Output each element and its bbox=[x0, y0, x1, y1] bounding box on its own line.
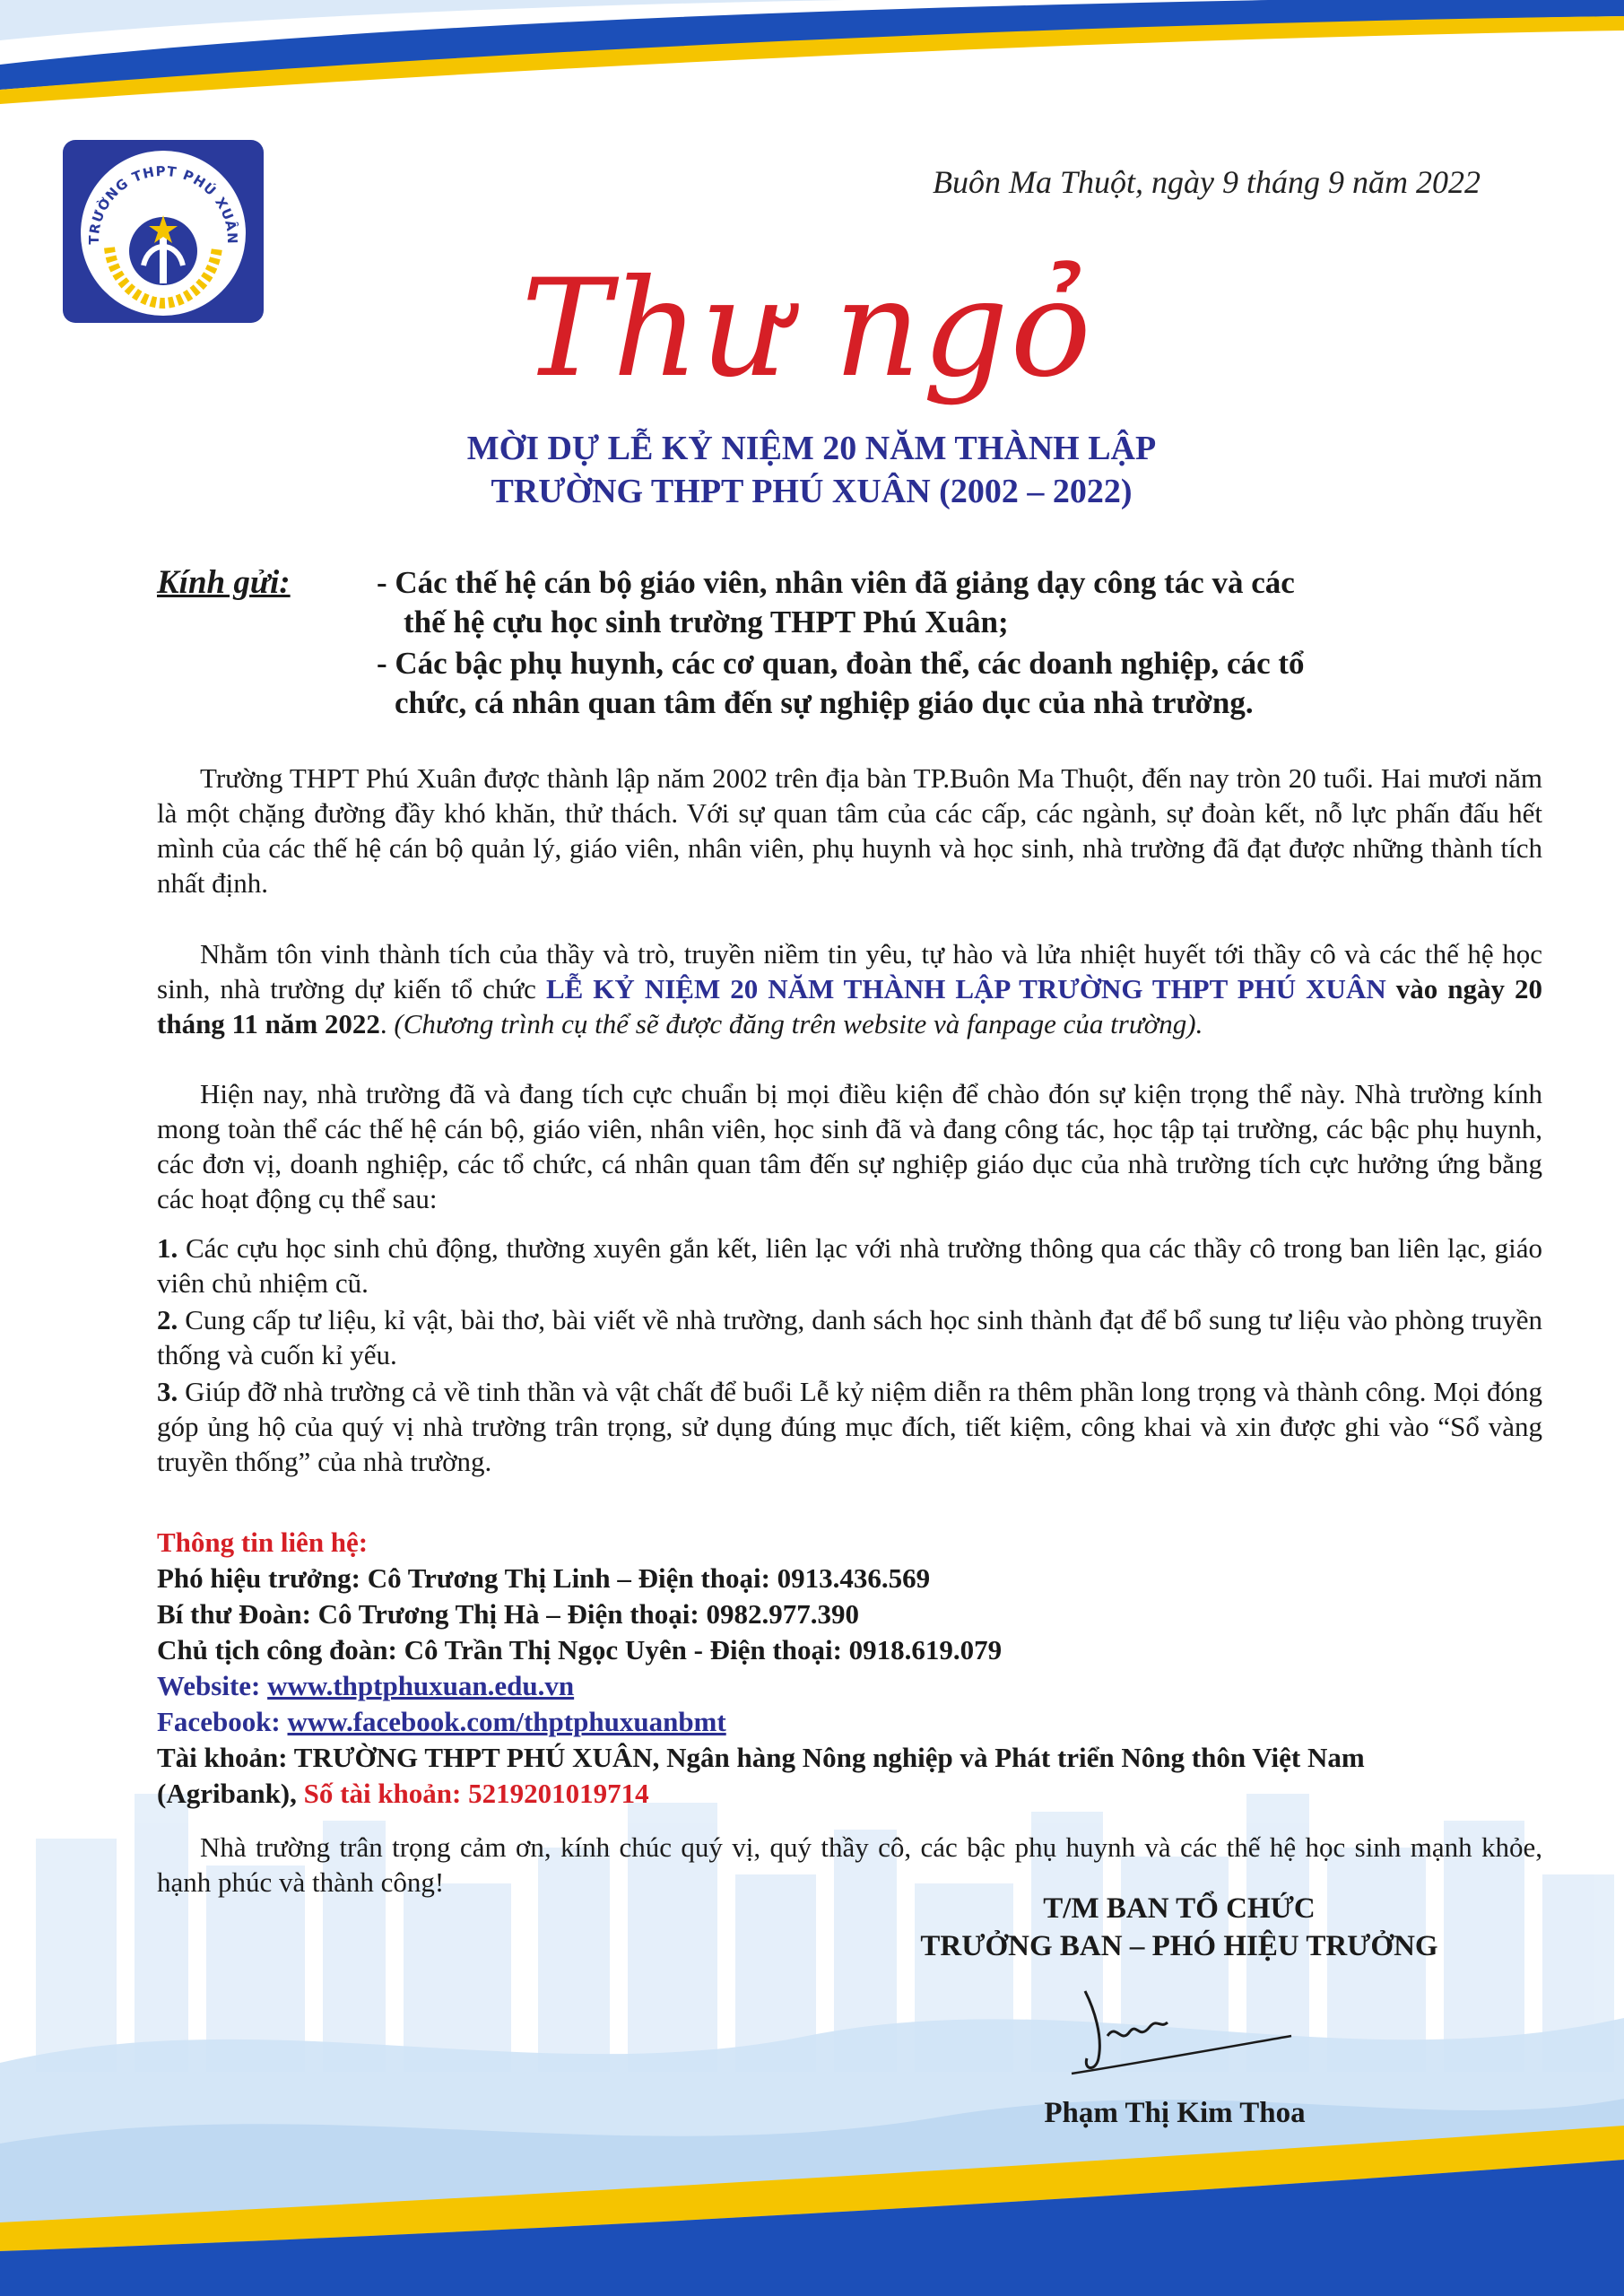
account-number: Số tài khoản: 5219201019714 bbox=[303, 1778, 649, 1809]
activity-item-2-number: 2. bbox=[157, 1304, 178, 1335]
activity-item-1 bbox=[157, 1231, 1542, 1300]
recipient-2-line-1: - Các bậc phụ huynh, các cơ quan, đoàn thể, các doanh nghiệp, các tổ bbox=[377, 646, 1305, 681]
signature-org-line-1: T/M BAN TỔ CHỨC bbox=[1043, 1892, 1316, 1925]
school-logo bbox=[63, 140, 264, 323]
handwritten-signature bbox=[1067, 1973, 1300, 2081]
program-note: (Chương trình cụ thể sẽ được đăng trên website và fanpage của trường). bbox=[394, 1008, 1203, 1039]
closing-paragraph: Nhà trường trân trọng cảm ơn, kính chúc quý vị, quý thầy cô, các bậc phụ huynh và các thế hệ học sinh mạnh khỏe, hạnh phúc và thành công! bbox=[157, 1831, 1542, 1898]
website-link[interactable]: www.thptphuxuan.edu.vn bbox=[267, 1670, 575, 1701]
recipient-2-line-2: chức, cá nhân quan tâm đến sự nghiệp giáo dục của nhà trường. bbox=[395, 685, 1254, 720]
activity-item-2 bbox=[157, 1302, 1542, 1372]
heading-line-2: TRƯỜNG THPT PHÚ XUÂN (2002 – 2022) bbox=[491, 473, 1133, 510]
date-line: Buôn Ma Thuột, ngày 9 tháng 9 năm 2022 bbox=[933, 164, 1481, 200]
contact-heading: Thông tin liên hệ: bbox=[157, 1526, 369, 1558]
contact-youth-union: Bí thư Đoàn: Cô Trương Thị Hà – Điện thoại: 0982.977.390 bbox=[157, 1598, 859, 1630]
contact-block bbox=[157, 1525, 1556, 1812]
letter-title: Thư ngỏ bbox=[521, 251, 1093, 407]
bank-name: (Agribank), bbox=[157, 1778, 304, 1809]
event-date: vào ngày 20 tháng 11 năm 2022 bbox=[157, 973, 1542, 1039]
facebook-label: Facebook: bbox=[157, 1706, 288, 1737]
activity-item-1-text: Các cựu học sinh chủ động, thường xuyên gắn kết, liên lạc với nhà trường thông qua các thầy cô trong ban liên lạc, giáo viên chủ nhiệm cũ. bbox=[157, 1232, 1542, 1299]
paragraph-2-intro: Nhằm tôn vinh thành tích của thầy và trò, truyền niềm tin yêu, tự hào và lửa nhiệt huyết tới thầy cô và các thế hệ học sinh, nhà trường dự kiến tổ chức bbox=[157, 938, 1542, 1004]
signer-name: Phạm Thị Kim Thoa bbox=[1044, 2097, 1306, 2129]
website-row bbox=[157, 1668, 1556, 1704]
paragraph-2 bbox=[157, 936, 1542, 1041]
heading-line-1: MỜI DỰ LỄ KỶ NIỆM 20 NĂM THÀNH LẬP bbox=[466, 430, 1157, 467]
activity-item-3 bbox=[157, 1374, 1542, 1479]
recipient-1-line-2: thế hệ cựu học sinh trường THPT Phú Xuân; bbox=[404, 604, 1009, 639]
bank-account-line: Tài khoản: TRƯỜNG THPT PHÚ XUÂN, Ngân hàng Nông nghiệp và Phát triển Nông thôn Việt Nam bbox=[157, 1742, 1365, 1773]
recipients-label: Kính gửi: bbox=[157, 564, 291, 601]
activity-item-3-text: Giúp đỡ nhà trường cả về tinh thần và vật chất để buổi Lễ kỷ niệm diễn ra thêm phần long trọng và thành công. Mọi đóng góp ủng hộ của quý vị nhà trường trân trọng, sử dụng đúng mục đích, tiết kiệm, công khai và xin được ghi vào “Sổ vàng truyền thống” của nhà trường. bbox=[157, 1376, 1542, 1477]
website-label: Website: bbox=[157, 1670, 268, 1701]
activity-item-2-text: Cung cấp tư liệu, kỉ vật, bài thơ, bài viết về nhà trường, danh sách học sinh thành đạt để bổ sung tư liệu vào phòng truyền thống và cuốn kỉ yếu. bbox=[157, 1304, 1542, 1370]
bank-account-row bbox=[157, 1776, 1556, 1812]
signature-org-line-2: TRƯỞNG BAN – PHÓ HIỆU TRƯỞNG bbox=[920, 1930, 1438, 1962]
school-logo-emblem bbox=[63, 140, 264, 323]
svg-text:TRƯỜNG THPT PHÚ XUÂN: TRƯỜNG THPT PHÚ XUÂN bbox=[85, 162, 241, 245]
event-name: LỄ KỶ NIỆM 20 NĂM THÀNH LẬP TRƯỜNG THPT PHÚ XUÂN bbox=[545, 973, 1386, 1004]
paragraph-2-period: . bbox=[379, 1008, 395, 1039]
activity-item-1-number: 1. bbox=[157, 1232, 178, 1264]
paragraph-3: Hiện nay, nhà trường đã và đang tích cực chuẩn bị mọi điều kiện để chào đón sự kiện trọng thể này. Nhà trường kính mong toàn thể các thế hệ cán bộ, giáo viên, nhân viên, học sinh đã và đang công tác, học tập tại trường, các bậc phụ huynh, các đơn vị, doanh nghiệp, các tổ chức, cá nhân quan tâm đến sự nghiệp giáo dục của nhà trường tích cực hưởng ứng bằng các hoạt động cụ thể sau: bbox=[157, 1078, 1542, 1214]
facebook-row bbox=[157, 1704, 1556, 1740]
paragraph-1: Trường THPT Phú Xuân được thành lập năm 2002 trên địa bàn TP.Buôn Ma Thuột, đến nay tròn 20 tuổi. Hai mươi năm là một chặng đường đầy khó khăn, thử thách. Với sự quan tâm của các cấp, các ngành, sự đoàn kết, nỗ lực phấn đấu hết mình của các thế hệ cán bộ quản lý, giáo viên, nhân viên, phụ huynh và học sinh, nhà trường đã đạt được những thành tích nhất định. bbox=[157, 762, 1542, 899]
contact-vice-principal: Phó hiệu trưởng: Cô Trương Thị Linh – Điện thoại: 0913.436.569 bbox=[157, 1562, 931, 1594]
activity-item-3-number: 3. bbox=[157, 1376, 178, 1407]
contact-trade-union: Chủ tịch công đoàn: Cô Trần Thị Ngọc Uyên - Điện thoại: 0918.619.079 bbox=[157, 1634, 1003, 1665]
recipient-1-line-1: - Các thế hệ cán bộ giáo viên, nhân viên đã giảng dạy công tác và các bbox=[377, 565, 1295, 600]
facebook-link[interactable]: www.facebook.com/thptphuxuanbmt bbox=[287, 1706, 726, 1737]
